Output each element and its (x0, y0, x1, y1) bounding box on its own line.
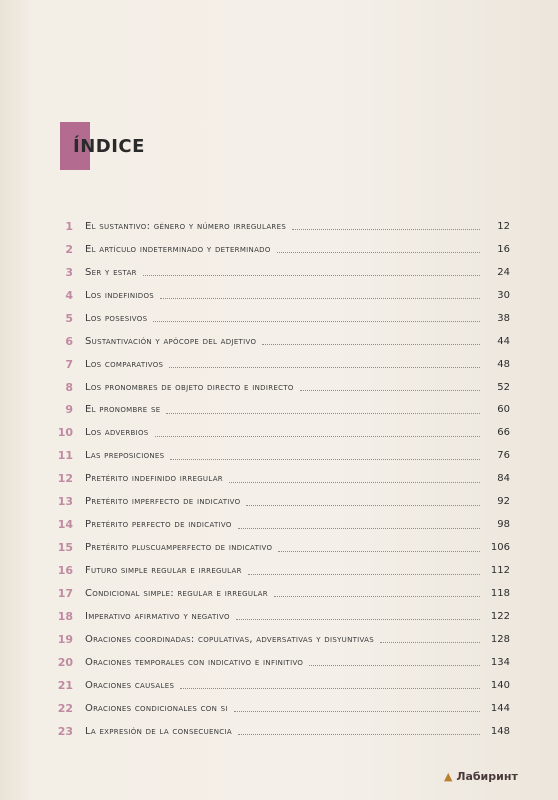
toc-page: 52 (497, 381, 510, 393)
toc-label: La expresión de la consecuencia (85, 725, 232, 737)
toc-number: 9 (65, 403, 73, 417)
toc-leader (248, 573, 480, 575)
toc-page: 44 (497, 335, 510, 347)
toc-row[interactable] (55, 605, 510, 628)
toc-row[interactable] (55, 490, 510, 513)
table-of-contents (55, 215, 510, 743)
page-title: ÍNDICE (73, 136, 145, 157)
toc-label: El sustantivo: género y número irregulares (85, 220, 287, 232)
toc-page: 38 (497, 312, 510, 324)
toc-page: 106 (490, 542, 510, 554)
toc-row[interactable] (55, 513, 510, 536)
toc-label: Oraciones coordinadas: copulativas, adversativas y disyuntivas (85, 633, 375, 645)
toc-number: 11 (57, 449, 73, 463)
toc-leader (153, 320, 480, 322)
toc-leader (170, 458, 480, 460)
toc-number: 15 (57, 541, 73, 555)
watermark-logo (444, 770, 518, 783)
toc-leader (143, 274, 480, 276)
toc-label: Los adverbios (85, 427, 149, 439)
toc-row[interactable] (55, 559, 510, 582)
toc-number: 7 (65, 357, 73, 371)
toc-label: Pretérito indefinido irregular (85, 473, 223, 485)
toc-leader (380, 641, 480, 643)
toc-leader (234, 710, 480, 712)
toc-leader (262, 343, 480, 345)
toc-page: 12 (497, 220, 510, 232)
toc-label: Sustantivación y apócope del adjetivo (85, 335, 257, 347)
toc-label: Los pronombres de objeto directo e indirecto (85, 381, 294, 393)
toc-page: 118 (490, 587, 510, 599)
toc-label: El pronombre se (85, 404, 161, 416)
toc-leader (229, 481, 480, 483)
labyrinth-logo-icon: ▲ (444, 770, 453, 783)
toc-number: 23 (57, 724, 73, 738)
toc-page: 60 (497, 404, 510, 416)
toc-row[interactable] (55, 467, 510, 490)
toc-number: 4 (65, 288, 73, 302)
toc-row[interactable] (55, 651, 510, 674)
toc-leader (246, 504, 480, 506)
toc-page: 98 (497, 519, 510, 531)
toc-number: 10 (57, 426, 73, 440)
toc-number: 12 (57, 472, 73, 486)
toc-row[interactable] (55, 353, 510, 376)
toc-page: 144 (490, 702, 510, 714)
toc-leader (309, 664, 480, 666)
toc-leader (160, 297, 480, 299)
toc-row[interactable] (55, 697, 510, 720)
toc-row[interactable] (55, 582, 510, 605)
toc-page: 16 (497, 243, 510, 255)
toc-row[interactable] (55, 307, 510, 330)
toc-row[interactable] (55, 376, 510, 399)
toc-page: 24 (497, 266, 510, 278)
toc-label: Los posesivos (85, 312, 148, 324)
toc-page: 140 (490, 679, 510, 691)
toc-label: Ser y estar (85, 266, 137, 278)
toc-row[interactable] (55, 421, 510, 444)
toc-row[interactable] (55, 444, 510, 467)
toc-number: 20 (57, 655, 73, 669)
toc-page: 92 (497, 496, 510, 508)
toc-number: 1 (65, 219, 73, 233)
toc-row[interactable] (55, 330, 510, 353)
toc-leader (180, 687, 480, 689)
toc-leader (292, 228, 480, 230)
toc-leader (277, 251, 480, 253)
toc-leader (278, 550, 480, 552)
toc-label: Condicional simple: regular e irregular (85, 587, 268, 599)
toc-label: Los indefinidos (85, 289, 155, 301)
toc-page: 134 (490, 656, 510, 668)
toc-row[interactable] (55, 284, 510, 307)
toc-leader (169, 366, 480, 368)
toc-page: 122 (490, 610, 510, 622)
toc-label: Los comparativos (85, 358, 164, 370)
toc-number: 8 (65, 380, 73, 394)
toc-page: 66 (497, 427, 510, 439)
toc-row[interactable] (55, 628, 510, 651)
toc-page: 30 (497, 289, 510, 301)
toc-row[interactable] (55, 215, 510, 238)
toc-row[interactable] (55, 238, 510, 261)
toc-label: Futuro simple regular e irregular (85, 565, 242, 577)
toc-row[interactable] (55, 536, 510, 559)
toc-row[interactable] (55, 720, 510, 743)
toc-number: 19 (57, 632, 73, 646)
toc-number: 16 (57, 564, 73, 578)
toc-page: 76 (497, 450, 510, 462)
toc-number: 21 (57, 678, 73, 692)
toc-number: 18 (57, 609, 73, 623)
toc-leader (238, 733, 480, 735)
toc-label: Imperativo afirmativo y negativo (85, 610, 230, 622)
toc-leader (166, 412, 480, 414)
toc-leader (236, 618, 480, 620)
toc-leader (274, 595, 480, 597)
toc-number: 22 (57, 701, 73, 715)
toc-page: 112 (490, 565, 510, 577)
toc-label: Pretérito perfecto de indicativo (85, 519, 232, 531)
toc-leader (155, 435, 480, 437)
toc-number: 17 (57, 586, 73, 600)
toc-leader (300, 389, 480, 391)
toc-page: 48 (497, 358, 510, 370)
toc-row[interactable] (55, 674, 510, 697)
toc-number: 2 (65, 242, 73, 256)
toc-number: 6 (65, 334, 73, 348)
toc-label: Pretérito imperfecto de indicativo (85, 496, 241, 508)
toc-number: 14 (57, 518, 73, 532)
toc-number: 3 (65, 265, 73, 279)
toc-label: Oraciones causales (85, 679, 175, 691)
toc-row[interactable] (55, 399, 510, 422)
toc-label: Las preposiciones (85, 450, 165, 462)
toc-label: Pretérito pluscuamperfecto de indicativo (85, 542, 273, 554)
toc-number: 13 (57, 495, 73, 509)
watermark-text: Лабиринт (456, 770, 518, 783)
toc-number: 5 (65, 311, 73, 325)
toc-leader (238, 527, 480, 529)
toc-page: 84 (497, 473, 510, 485)
toc-label: Oraciones condicionales con si (85, 702, 228, 714)
toc-page: 128 (490, 633, 510, 645)
toc-row[interactable] (55, 261, 510, 284)
toc-page: 148 (490, 725, 510, 737)
toc-label: El artículo indeterminado y determinado (85, 243, 271, 255)
toc-label: Oraciones temporales con indicativo e infinitivo (85, 656, 304, 668)
